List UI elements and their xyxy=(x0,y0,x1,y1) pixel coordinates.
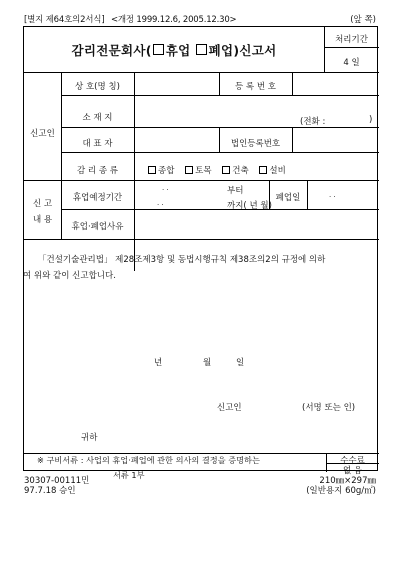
title-suffix: )신고서 xyxy=(233,42,277,58)
paper-size: 210㎜×297㎜ xyxy=(319,476,376,486)
phone-label: (전화 : xyxy=(300,117,326,127)
reporter-section-label: 신고인 xyxy=(30,129,55,139)
address-label: 소 재 지 xyxy=(82,113,113,123)
title-prefix: 감리전문회사( xyxy=(71,42,152,58)
suspension-period-label: 휴업예정기간 xyxy=(72,193,123,203)
paper-type: (일반용지 60g/㎡) xyxy=(306,486,376,496)
page-side-label: (앞 쪽) xyxy=(350,15,376,25)
phone-close: ) xyxy=(369,115,373,125)
form-number: [별지 제64호의2서식] xyxy=(24,15,105,25)
from-date-dots: . . xyxy=(162,184,169,192)
date-year-label: 년 xyxy=(154,358,163,368)
closure-date-label: 폐업일 xyxy=(275,193,301,203)
report-section-label-2: 내 용 xyxy=(32,215,53,225)
processing-period-label: 처리기간 xyxy=(335,35,368,45)
title-option-closure: 폐업 xyxy=(208,42,234,58)
fee-value: 없 음 xyxy=(342,466,363,476)
footer-left xyxy=(24,476,89,496)
architecture-checkbox[interactable] xyxy=(222,166,230,174)
option-civil: 토목 xyxy=(195,166,212,176)
signature-reporter-label: 신고인 xyxy=(217,403,242,413)
to-date-dots: . . xyxy=(157,199,164,207)
form-number-header xyxy=(24,13,236,25)
attachments-label-2: 서류 1부 xyxy=(113,470,145,480)
signature-sign-label: (서명 또는 인) xyxy=(302,403,356,413)
representative-label: 대 표 자 xyxy=(82,139,113,149)
suspension-checkbox[interactable] xyxy=(153,44,164,55)
from-label: 부터 xyxy=(227,186,244,196)
date-month-label: 월 xyxy=(203,358,212,368)
general-checkbox[interactable] xyxy=(148,166,156,174)
corporate-registration-label: 법인등록번호 xyxy=(230,139,281,149)
supervision-type-label: 감 리 종 류 xyxy=(77,166,118,176)
approval-date: 97.7.18 승인 xyxy=(24,486,76,496)
civil-checkbox[interactable] xyxy=(185,166,193,174)
equipment-checkbox[interactable] xyxy=(259,166,267,174)
reason-label: 휴업·폐업사유 xyxy=(71,222,124,232)
title-option-suspension: 휴업 xyxy=(165,42,191,58)
to-label: 까지( 년 월) xyxy=(227,201,272,211)
statement-line-1: 「건설기술관리법」 제28조제3항 및 동법시행규칙 제38조의2의 규정에 의하 xyxy=(38,255,326,265)
revision-note: <개정 1999.12.6, 2005.12.30> xyxy=(110,15,237,25)
option-architecture: 건축 xyxy=(232,166,249,176)
supervision-type-options xyxy=(148,164,286,176)
recipient-suffix: 귀하 xyxy=(81,433,98,443)
form-title xyxy=(24,27,324,72)
processing-period-value: 4 일 xyxy=(343,58,360,68)
report-section-label-1: 신 고 xyxy=(32,199,53,209)
form-code: 30307-00111민 xyxy=(24,476,90,486)
option-equipment: 설비 xyxy=(269,166,286,176)
trade-name-label: 상 호(명 칭) xyxy=(75,82,120,92)
registration-number-label: 등 록 번 호 xyxy=(235,82,276,92)
attachments-label: ※ 구비서류 : 사업의 휴업·폐업에 관한 의사의 결정을 증명하는 xyxy=(37,455,260,465)
closure-date-dots: . . xyxy=(329,191,336,199)
closure-checkbox[interactable] xyxy=(196,44,207,55)
statement-line-2: 여 위와 같이 신고합니다. xyxy=(23,271,116,281)
date-day-label: 일 xyxy=(236,358,245,368)
option-general: 종합 xyxy=(158,166,175,176)
footer-right xyxy=(306,476,376,496)
fee-label: 수수료 xyxy=(340,456,365,466)
report-form xyxy=(23,26,378,480)
